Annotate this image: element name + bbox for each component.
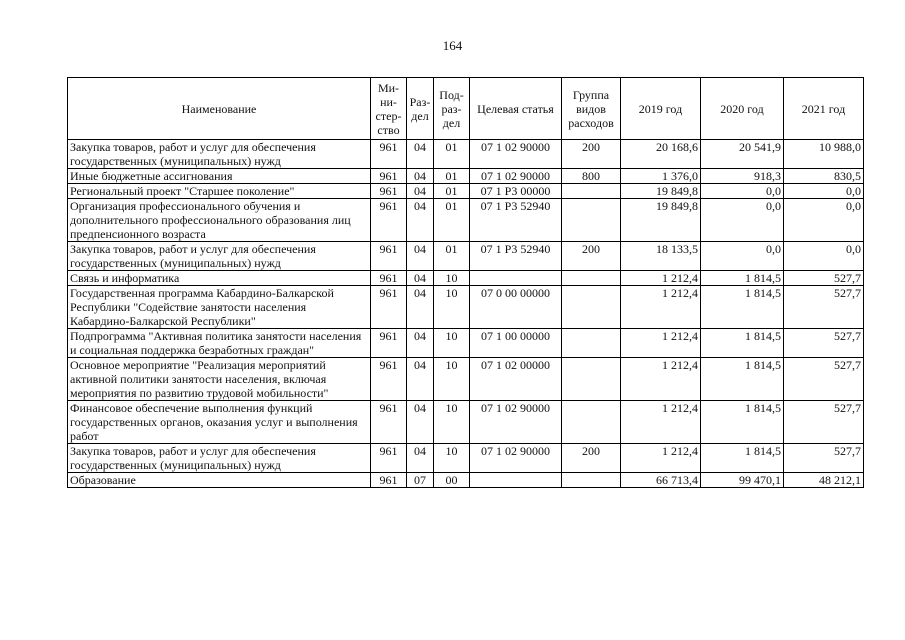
cell-subsection: 10 <box>434 286 470 329</box>
cell-subsection: 01 <box>434 184 470 199</box>
cell-subsection: 10 <box>434 271 470 286</box>
cell-expense-group <box>562 358 621 401</box>
cell-2019: 20 168,6 <box>621 140 701 169</box>
cell-expense-group: 200 <box>562 444 621 473</box>
cell-name: Закупка товаров, работ и услуг для обеспечения государственных (муниципальных) нужд <box>68 140 371 169</box>
cell-section: 04 <box>407 271 434 286</box>
cell-expense-group: 200 <box>562 242 621 271</box>
cell-2021: 0,0 <box>784 184 864 199</box>
cell-ministry: 961 <box>371 286 407 329</box>
cell-expense-group: 200 <box>562 140 621 169</box>
cell-2019: 18 133,5 <box>621 242 701 271</box>
cell-expense-group <box>562 401 621 444</box>
cell-ministry: 961 <box>371 199 407 242</box>
cell-expense-group <box>562 286 621 329</box>
cell-2019: 1 212,4 <box>621 444 701 473</box>
cell-name: Региональный проект "Старшее поколение" <box>68 184 371 199</box>
header-2019: 2019 год <box>621 78 701 140</box>
cell-ministry: 961 <box>371 271 407 286</box>
cell-target-article: 07 1 02 00000 <box>470 358 562 401</box>
cell-ministry: 961 <box>371 473 407 488</box>
cell-2019: 1 376,0 <box>621 169 701 184</box>
cell-2020: 1 814,5 <box>701 329 784 358</box>
page-number: 164 <box>442 38 463 53</box>
cell-expense-group <box>562 329 621 358</box>
cell-section: 04 <box>407 199 434 242</box>
cell-2019: 1 212,4 <box>621 271 701 286</box>
cell-2021: 0,0 <box>784 242 864 271</box>
cell-target-article: 07 1 02 90000 <box>470 169 562 184</box>
cell-subsection: 10 <box>434 358 470 401</box>
cell-name: Иные бюджетные ассигнования <box>68 169 371 184</box>
cell-ministry: 961 <box>371 242 407 271</box>
cell-2021: 527,7 <box>784 286 864 329</box>
cell-ministry: 961 <box>371 140 407 169</box>
cell-2021: 10 988,0 <box>784 140 864 169</box>
cell-2019: 66 713,4 <box>621 473 701 488</box>
cell-subsection: 10 <box>434 444 470 473</box>
cell-ministry: 961 <box>371 358 407 401</box>
cell-name: Подпрограмма "Активная политика занятости населения и социальная поддержка безработных граждан" <box>68 329 371 358</box>
table-body <box>68 140 864 488</box>
cell-2019: 1 212,4 <box>621 329 701 358</box>
cell-2019: 1 212,4 <box>621 358 701 401</box>
table-row <box>68 401 864 444</box>
cell-2021: 527,7 <box>784 444 864 473</box>
cell-name: Закупка товаров, работ и услуг для обеспечения государственных (муниципальных) нужд <box>68 242 371 271</box>
cell-expense-group <box>562 199 621 242</box>
header-2020: 2020 год <box>701 78 784 140</box>
cell-ministry: 961 <box>371 184 407 199</box>
cell-2019: 1 212,4 <box>621 286 701 329</box>
cell-name: Образование <box>68 473 371 488</box>
cell-section: 07 <box>407 473 434 488</box>
cell-subsection: 10 <box>434 401 470 444</box>
cell-target-article: 07 1 Р3 52940 <box>470 242 562 271</box>
cell-target-article: 07 1 00 00000 <box>470 329 562 358</box>
cell-ministry: 961 <box>371 401 407 444</box>
cell-ministry: 961 <box>371 329 407 358</box>
cell-subsection: 10 <box>434 329 470 358</box>
cell-name: Организация профессионального обучения и дополнительного профессионального образования лиц предпенсионного возраста <box>68 199 371 242</box>
cell-2021: 830,5 <box>784 169 864 184</box>
table-row <box>68 286 864 329</box>
table-row <box>68 358 864 401</box>
cell-2020: 1 814,5 <box>701 444 784 473</box>
cell-section: 04 <box>407 286 434 329</box>
table-row <box>68 169 864 184</box>
header-subsection: Под-раз-дел <box>434 78 470 140</box>
table-row <box>68 329 864 358</box>
cell-2021: 48 212,1 <box>784 473 864 488</box>
cell-name: Связь и информатика <box>68 271 371 286</box>
header-name: Наименование <box>68 78 371 140</box>
table-row <box>68 184 864 199</box>
cell-subsection: 01 <box>434 242 470 271</box>
cell-2021: 527,7 <box>784 271 864 286</box>
cell-ministry: 961 <box>371 169 407 184</box>
cell-subsection: 00 <box>434 473 470 488</box>
cell-2020: 1 814,5 <box>701 286 784 329</box>
cell-target-article: 07 1 02 90000 <box>470 401 562 444</box>
table-row <box>68 140 864 169</box>
cell-2020: 0,0 <box>701 242 784 271</box>
table-row <box>68 473 864 488</box>
table-row <box>68 271 864 286</box>
header-2021: 2021 год <box>784 78 864 140</box>
cell-2021: 527,7 <box>784 401 864 444</box>
cell-subsection: 01 <box>434 199 470 242</box>
cell-section: 04 <box>407 184 434 199</box>
cell-target-article: 07 1 02 90000 <box>470 140 562 169</box>
cell-2020: 1 814,5 <box>701 358 784 401</box>
cell-2020: 1 814,5 <box>701 401 784 444</box>
header-ministry: Ми-ни-стер-ство <box>371 78 407 140</box>
cell-section: 04 <box>407 444 434 473</box>
cell-expense-group: 800 <box>562 169 621 184</box>
header-row <box>68 78 864 140</box>
header-expense-group: Группа видов расходов <box>562 78 621 140</box>
cell-2020: 918,3 <box>701 169 784 184</box>
cell-section: 04 <box>407 169 434 184</box>
cell-subsection: 01 <box>434 140 470 169</box>
cell-2020: 20 541,9 <box>701 140 784 169</box>
cell-name: Закупка товаров, работ и услуг для обеспечения государственных (муниципальных) нужд <box>68 444 371 473</box>
cell-section: 04 <box>407 242 434 271</box>
table-row <box>68 199 864 242</box>
cell-2021: 0,0 <box>784 199 864 242</box>
cell-expense-group <box>562 473 621 488</box>
cell-2019: 19 849,8 <box>621 199 701 242</box>
cell-target-article <box>470 473 562 488</box>
cell-2019: 19 849,8 <box>621 184 701 199</box>
table-row <box>68 242 864 271</box>
cell-section: 04 <box>407 140 434 169</box>
cell-2020: 1 814,5 <box>701 271 784 286</box>
cell-target-article: 07 0 00 00000 <box>470 286 562 329</box>
header-section: Раз-дел <box>407 78 434 140</box>
cell-2019: 1 212,4 <box>621 401 701 444</box>
cell-expense-group <box>562 271 621 286</box>
cell-section: 04 <box>407 401 434 444</box>
cell-target-article: 07 1 Р3 52940 <box>470 199 562 242</box>
cell-name: Государственная программа Кабардино-Балкарской Республики "Содействие занятости населения Кабардино-Балкарской Республики" <box>68 286 371 329</box>
cell-2021: 527,7 <box>784 358 864 401</box>
budget-table <box>67 77 864 488</box>
header-target-article: Целевая статья <box>470 78 562 140</box>
cell-target-article: 07 1 02 90000 <box>470 444 562 473</box>
table-row <box>68 444 864 473</box>
cell-name: Основное мероприятие "Реализация мероприятий активной политики занятости населения, включая мероприятия по развитию трудовой мобильности" <box>68 358 371 401</box>
table-header <box>68 78 864 140</box>
cell-target-article <box>470 271 562 286</box>
cell-section: 04 <box>407 329 434 358</box>
cell-target-article: 07 1 Р3 00000 <box>470 184 562 199</box>
cell-expense-group <box>562 184 621 199</box>
cell-2021: 527,7 <box>784 329 864 358</box>
cell-subsection: 01 <box>434 169 470 184</box>
cell-section: 04 <box>407 358 434 401</box>
cell-2020: 99 470,1 <box>701 473 784 488</box>
cell-2020: 0,0 <box>701 184 784 199</box>
cell-2020: 0,0 <box>701 199 784 242</box>
cell-ministry: 961 <box>371 444 407 473</box>
cell-name: Финансовое обеспечение выполнения функций государственных органов, оказания услуг и выполнения работ <box>68 401 371 444</box>
